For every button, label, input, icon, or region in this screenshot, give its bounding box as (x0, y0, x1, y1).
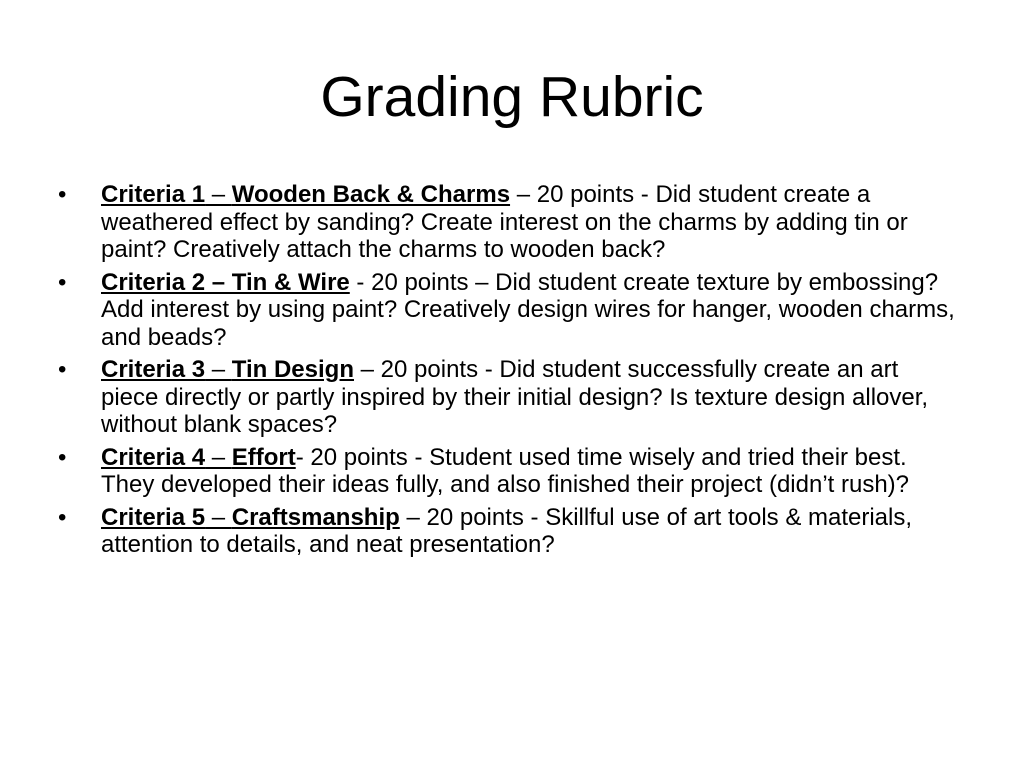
slide-title: Grading Rubric (320, 65, 704, 129)
criteria-label: Criteria 3 (101, 356, 206, 383)
bullet-icon: • (58, 503, 67, 531)
criteria-label: Criteria 2 – Tin & Wire (101, 268, 350, 296)
criteria-item-3 (56, 356, 956, 439)
criteria-separator: – (205, 356, 232, 383)
criteria-separator: – (205, 181, 232, 208)
criteria-label: Criteria 1 (101, 181, 206, 208)
criteria-separator: – (205, 503, 232, 531)
criteria-name: Effort (231, 443, 296, 471)
criteria-label: Criteria 5 (101, 503, 206, 531)
criteria-list (56, 181, 956, 564)
criteria-description: - 20 points – Did student create texture by embossing? Add interest by using paint? Creatively design wires for hanger, wooden charms, and beads? (101, 268, 955, 351)
bullet-icon: • (58, 356, 67, 383)
criteria-separator: – (205, 443, 232, 471)
criteria-description: – 20 points - Did student successfully create an art piece directly or partly inspired by their initial design? Is texture design allover, without blank spaces? (101, 356, 929, 438)
criteria-name: Tin Design (231, 356, 354, 383)
bullet-icon: • (58, 268, 67, 296)
criteria-label: Criteria 4 (101, 443, 206, 471)
criteria-item-4 (56, 444, 956, 499)
criteria-name: Craftsmanship (231, 503, 400, 531)
criteria-item-1 (56, 181, 956, 264)
criteria-description: – 20 points - Skillful use of art tools & materials, attention to details, and neat presentation? (101, 503, 913, 558)
criteria-description: – 20 points - Did student create a weathered effect by sanding? Create interest on the charms by adding tin or paint? Creatively attach the charms to wooden back? (101, 181, 908, 263)
criteria-name: Wooden Back & Charms (231, 181, 511, 208)
bullet-icon: • (58, 181, 67, 208)
criteria-item-5 (56, 504, 956, 559)
criteria-item-2 (56, 269, 956, 352)
bullet-icon: • (58, 443, 67, 471)
criteria-description: - 20 points - Student used time wisely and tried their best. They developed their ideas fully, and also finished their project (didn’t rush)? (101, 443, 910, 498)
